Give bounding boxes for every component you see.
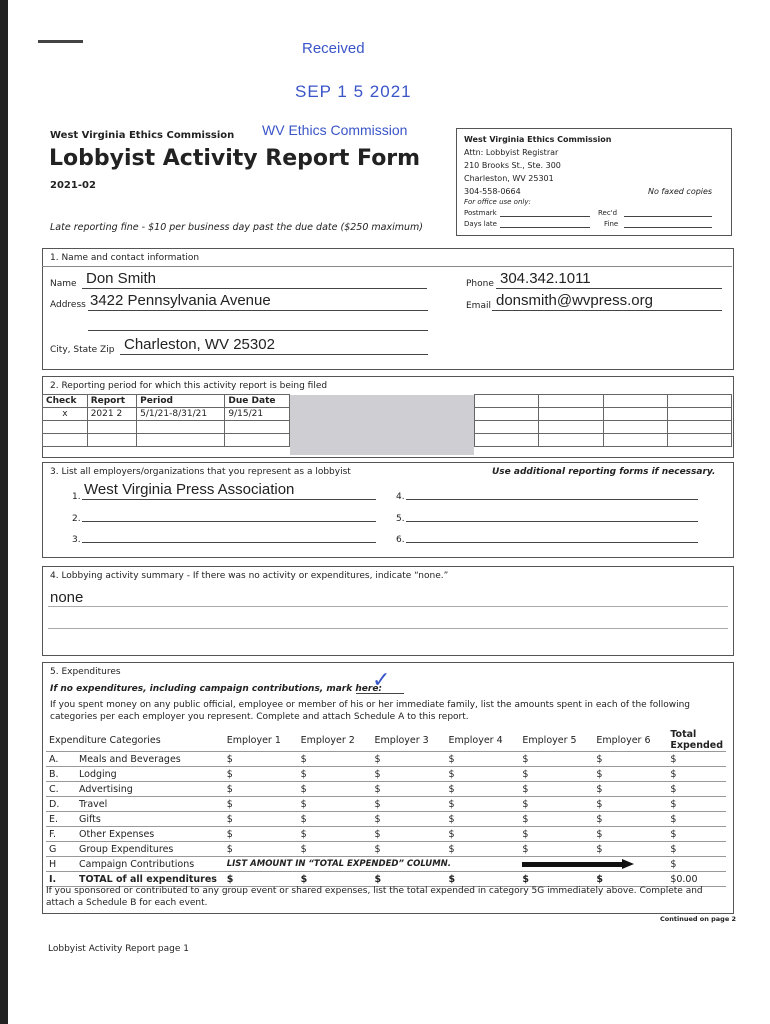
days-late-label: Days late bbox=[464, 220, 497, 228]
summary-value[interactable]: none bbox=[50, 589, 84, 606]
amount-cell[interactable]: $ bbox=[445, 827, 519, 842]
col-due: Due Date bbox=[225, 395, 290, 408]
table-row-campaign bbox=[46, 857, 726, 872]
amount-cell[interactable]: $ bbox=[298, 752, 372, 767]
section3-note: Use additional reporting forms if necessary. bbox=[492, 467, 716, 477]
section3-heading: 3. List all employers/organizations that you represent as a lobbyist bbox=[50, 467, 351, 477]
amount-cell[interactable]: $ bbox=[298, 827, 372, 842]
row-key: F. bbox=[49, 828, 56, 840]
commission-stamp: WV Ethics Commission bbox=[262, 122, 408, 138]
total-cell[interactable]: $ bbox=[667, 767, 726, 782]
total-cell[interactable]: $ bbox=[667, 752, 726, 767]
amount-cell[interactable]: $ bbox=[372, 767, 446, 782]
col-period: Period bbox=[137, 395, 225, 408]
row-key: A. bbox=[49, 753, 59, 765]
row-key: G bbox=[49, 843, 57, 855]
no-expenditures-label: If no expenditures, including campaign contributions, mark here: bbox=[50, 684, 383, 694]
row-key: C. bbox=[49, 783, 59, 795]
form-code: 2021-02 bbox=[50, 180, 96, 191]
row-label: Gifts bbox=[79, 813, 101, 825]
row-key: B. bbox=[49, 768, 59, 780]
amount-cell[interactable]: $ bbox=[224, 842, 298, 857]
employer-1-value[interactable]: West Virginia Press Association bbox=[84, 481, 295, 498]
employer-num-3: 3. bbox=[72, 535, 81, 545]
row-label: Lodging bbox=[79, 768, 117, 780]
amount-cell[interactable]: $ bbox=[224, 797, 298, 812]
no-expenditures-check[interactable]: ✓ bbox=[372, 668, 391, 693]
employer-num-6: 6. bbox=[396, 535, 405, 545]
table-row bbox=[46, 767, 726, 782]
employer-num-5: 5. bbox=[396, 514, 405, 524]
address-line1: West Virginia Ethics Commission bbox=[464, 135, 612, 144]
recd-line bbox=[624, 216, 712, 217]
expenditures-footer: If you sponsored or contributed to any group event or shared expenses, list the total expended in category 5G immediately above. Complete and attach a Schedule B for each event. bbox=[46, 886, 703, 908]
city-label: City, State Zip bbox=[50, 345, 115, 355]
period-table bbox=[42, 394, 290, 447]
amount-cell[interactable]: $ bbox=[372, 812, 446, 827]
col-categories: Expenditure Categories bbox=[46, 729, 224, 752]
expenditure-table bbox=[46, 729, 726, 887]
period-table-right bbox=[474, 394, 732, 447]
scan-mark bbox=[38, 40, 83, 43]
amount-cell[interactable]: $ bbox=[224, 752, 298, 767]
amount-cell[interactable]: $ bbox=[445, 842, 519, 857]
continued-note: Continued on page 2 bbox=[660, 915, 737, 923]
address-line3: 210 Brooks St., Ste. 300 bbox=[464, 161, 561, 170]
scan-edge bbox=[0, 0, 8, 1024]
postmark-label: Postmark bbox=[464, 209, 497, 217]
amount-cell[interactable]: $ bbox=[224, 812, 298, 827]
amount-cell[interactable]: $ bbox=[298, 797, 372, 812]
office-use-label: For office use only: bbox=[464, 198, 531, 206]
amount-cell[interactable]: $ bbox=[445, 812, 519, 827]
section4-heading: 4. Lobbying activity summary - If there was no activity or expenditures, indicate “none.” bbox=[50, 571, 449, 581]
employer-num-2: 2. bbox=[72, 514, 81, 524]
amount-cell[interactable]: $ bbox=[372, 797, 446, 812]
col-employer-2: Employer 2 bbox=[298, 729, 372, 752]
summary-line-2 bbox=[48, 628, 728, 629]
row-label: Other Expenses bbox=[79, 828, 155, 840]
no-faxed-copies: No faxed copies bbox=[648, 187, 713, 196]
grand-total[interactable]: $0.00 bbox=[667, 872, 726, 887]
table-row bbox=[46, 827, 726, 842]
col-employer-1: Employer 1 bbox=[224, 729, 298, 752]
page-footer: Lobbyist Activity Report page 1 bbox=[48, 944, 189, 954]
col-employer-6: Employer 6 bbox=[593, 729, 667, 752]
section1-heading: 1. Name and contact information bbox=[50, 253, 200, 263]
city-line bbox=[120, 354, 428, 355]
row-key: H bbox=[49, 858, 57, 870]
table-row bbox=[46, 797, 726, 812]
amount-cell[interactable]: $ bbox=[372, 872, 446, 887]
table-row bbox=[46, 752, 726, 767]
amount-cell[interactable]: $ bbox=[445, 767, 519, 782]
amount-cell[interactable]: $ bbox=[372, 782, 446, 797]
address-phone: 304-558-0664 bbox=[464, 187, 521, 196]
phone-label: Phone bbox=[466, 279, 494, 289]
amount-cell[interactable]: $ bbox=[224, 827, 298, 842]
employer-1-line bbox=[82, 499, 376, 500]
summary-line-1 bbox=[48, 606, 728, 607]
amount-cell[interactable]: $ bbox=[593, 827, 667, 842]
table-row bbox=[46, 782, 726, 797]
table-row bbox=[46, 842, 726, 857]
amount-cell[interactable]: $ bbox=[519, 872, 593, 887]
right-arrow-icon bbox=[522, 862, 622, 867]
row-key: D. bbox=[49, 798, 60, 810]
amount-cell[interactable]: $ bbox=[519, 782, 593, 797]
row-label: Meals and Beverages bbox=[79, 753, 181, 765]
amount-cell[interactable]: $ bbox=[519, 797, 593, 812]
amount-cell[interactable]: $ bbox=[298, 842, 372, 857]
row-key: I. bbox=[49, 873, 57, 885]
total-cell[interactable]: $ bbox=[667, 782, 726, 797]
amount-cell[interactable]: $ bbox=[298, 812, 372, 827]
address-line4: Charleston, WV 25301 bbox=[464, 174, 554, 183]
amount-cell[interactable]: $ bbox=[224, 872, 298, 887]
amount-cell[interactable]: $ bbox=[298, 782, 372, 797]
name-value[interactable]: Don Smith bbox=[86, 270, 157, 287]
employer-2-line bbox=[82, 521, 376, 522]
total-cell[interactable]: $ bbox=[667, 797, 726, 812]
fine-label: Fine bbox=[604, 220, 619, 228]
amount-cell[interactable]: $ bbox=[593, 752, 667, 767]
email-value[interactable]: donsmith@wvpress.org bbox=[496, 292, 653, 309]
name-line bbox=[82, 288, 427, 289]
employer-4-line bbox=[406, 499, 698, 500]
recd-label: Rec'd bbox=[598, 209, 618, 217]
name-label: Name bbox=[50, 279, 77, 289]
section5-heading: 5. Expenditures bbox=[50, 667, 121, 677]
amount-cell[interactable]: $ bbox=[593, 797, 667, 812]
arrow-cell bbox=[519, 857, 667, 872]
email-line bbox=[492, 310, 722, 311]
fine-line bbox=[624, 227, 712, 228]
amount-cell[interactable]: $ bbox=[519, 752, 593, 767]
address-line2: Attn: Lobbyist Registrar bbox=[464, 148, 559, 157]
employer-6-line bbox=[406, 542, 698, 543]
check-mark[interactable]: x bbox=[43, 408, 88, 421]
amount-cell[interactable]: $ bbox=[519, 827, 593, 842]
postmark-line bbox=[500, 216, 590, 217]
amount-cell[interactable]: $ bbox=[519, 812, 593, 827]
total-cell[interactable]: $ bbox=[667, 812, 726, 827]
col-employer-5: Employer 5 bbox=[519, 729, 593, 752]
col-employer-4: Employer 4 bbox=[445, 729, 519, 752]
amount-cell[interactable]: $ bbox=[224, 782, 298, 797]
address-label: Address bbox=[50, 300, 86, 310]
form-title: Lobbyist Activity Report Form bbox=[49, 146, 421, 171]
total-cell[interactable]: $ bbox=[667, 857, 726, 872]
table-row bbox=[46, 812, 726, 827]
row-label: Group Expenditures bbox=[79, 843, 174, 855]
amount-cell[interactable]: $ bbox=[224, 767, 298, 782]
amount-cell[interactable]: $ bbox=[519, 767, 593, 782]
amount-cell[interactable]: $ bbox=[593, 767, 667, 782]
city-value[interactable]: Charleston, WV 25302 bbox=[124, 336, 275, 353]
col-report: Report bbox=[87, 395, 136, 408]
days-late-line bbox=[500, 227, 590, 228]
amount-cell[interactable]: $ bbox=[445, 752, 519, 767]
period-value: 5/1/21-8/31/21 bbox=[137, 408, 225, 421]
employer-3-line bbox=[82, 542, 376, 543]
row-label: Travel bbox=[79, 798, 108, 810]
due-date-value: 9/15/21 bbox=[225, 408, 290, 421]
col-total: Total Expended bbox=[667, 729, 726, 752]
no-expenditures-line bbox=[356, 693, 404, 694]
address-line-2 bbox=[88, 330, 428, 331]
total-cell[interactable]: $ bbox=[667, 827, 726, 842]
amount-cell[interactable]: $ bbox=[519, 842, 593, 857]
phone-line bbox=[496, 288, 722, 289]
section1-heading-rule bbox=[42, 266, 732, 267]
org-name: West Virginia Ethics Commission bbox=[50, 130, 235, 141]
amount-cell[interactable]: $ bbox=[372, 752, 446, 767]
arrow-head-icon bbox=[622, 859, 634, 869]
amount-cell[interactable]: $ bbox=[593, 872, 667, 887]
amount-cell[interactable]: $ bbox=[372, 842, 446, 857]
received-date-stamp: SEP 1 5 2021 bbox=[295, 82, 412, 101]
col-employer-3: Employer 3 bbox=[372, 729, 446, 752]
campaign-note: LIST AMOUNT IN “TOTAL EXPENDED” COLUMN. bbox=[224, 857, 520, 872]
row-label: Advertising bbox=[79, 783, 133, 795]
amount-cell[interactable]: $ bbox=[593, 842, 667, 857]
report-value: 2021 2 bbox=[87, 408, 136, 421]
row-label: TOTAL of all expenditures bbox=[79, 873, 217, 885]
address-value[interactable]: 3422 Pennsylvania Avenue bbox=[90, 292, 271, 309]
amount-cell[interactable]: $ bbox=[372, 827, 446, 842]
row-label: Campaign Contributions bbox=[79, 858, 195, 870]
section2-heading: 2. Reporting period for which this activity report is being filed bbox=[50, 381, 328, 391]
shaded-block bbox=[290, 395, 474, 455]
address-line bbox=[88, 310, 428, 311]
employer-5-line bbox=[406, 521, 698, 522]
amount-cell[interactable]: $ bbox=[445, 782, 519, 797]
employer-num-1: 1. bbox=[72, 492, 81, 502]
received-stamp: Received bbox=[302, 40, 365, 57]
col-check: Check bbox=[43, 395, 88, 408]
email-label: Email bbox=[466, 301, 491, 311]
amount-cell[interactable]: $ bbox=[298, 872, 372, 887]
late-fine-note: Late reporting fine - $10 per business day past the due date ($250 maximum) bbox=[50, 222, 423, 233]
row-key: E. bbox=[49, 813, 59, 825]
amount-cell[interactable]: $ bbox=[445, 797, 519, 812]
amount-cell[interactable]: $ bbox=[593, 782, 667, 797]
total-cell[interactable]: $ bbox=[667, 842, 726, 857]
amount-cell[interactable]: $ bbox=[445, 872, 519, 887]
phone-value[interactable]: 304.342.1011 bbox=[500, 270, 591, 287]
amount-cell[interactable]: $ bbox=[593, 812, 667, 827]
amount-cell[interactable]: $ bbox=[298, 767, 372, 782]
expenditures-intro: If you spent money on any public official, employee or member of his or her immediate family, list the amounts spent in each of the following categories per each employer you represent. Complete and attach Schedule A to this report. bbox=[50, 700, 691, 722]
employer-num-4: 4. bbox=[396, 492, 405, 502]
